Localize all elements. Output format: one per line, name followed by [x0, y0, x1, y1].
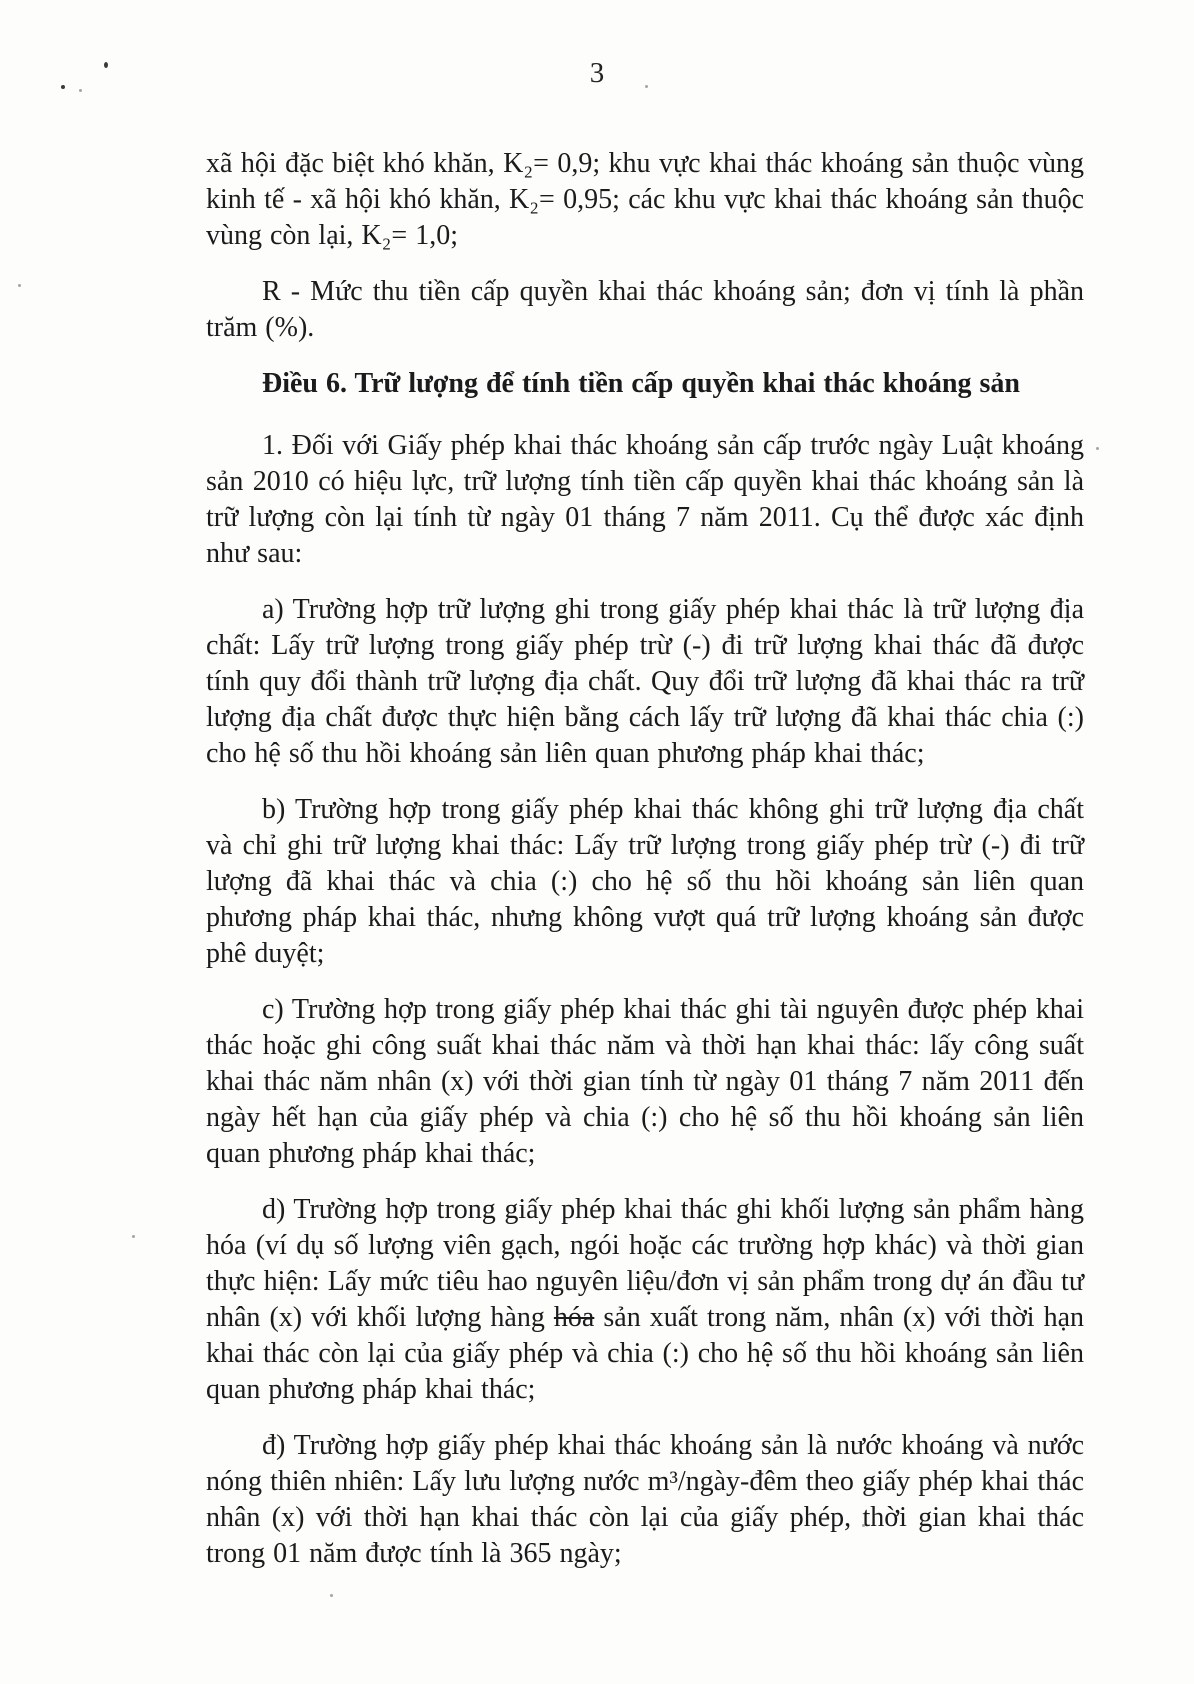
- scan-speck: [1096, 447, 1099, 450]
- scan-speck: [104, 62, 108, 68]
- scan-speck: [132, 1235, 135, 1238]
- paragraph-k2-coefficients: xã hội đặc biệt khó khăn, K₂= 0,9; khu vực khai thác khoáng sản thuộc vùng kinh tế - xã hội khó khăn, K₂= 0,95; các khu vực khai thác khoáng sản thuộc vùng còn lại, K₂= 1,0;: [206, 148, 1084, 251]
- paragraph-point-c: c) Trường hợp trong giấy phép khai thác ghi tài nguyên được phép khai thác hoặc ghi công suất khai thác năm và thời hạn khai thác: lấy công suất khai thác năm nhân (x) với thời gian tính từ ngày 01 tháng 7 năm 2011 đến ngày hết hạn của giấy phép và chia (:) cho hệ số thu hồi khoáng sản liên quan phương pháp khai thác;: [206, 994, 1084, 1169]
- paragraph-point-a: a) Trường hợp trữ lượng ghi trong giấy phép khai thác là trữ lượng địa chất: Lấy trữ lượng trong giấy phép trừ (-) đi trữ lượng khai thác đã được tính quy đổi thành trữ lượng địa chất. Quy đổi trữ lượng đã khai thác ra trữ lượng địa chất được thực hiện bằng cách lấy trữ lượng đã khai thác chia (:) cho hệ số thu hồi khoáng sản liên quan phương pháp khai thác;: [206, 594, 1084, 769]
- paragraph-point-d: d) Trường hợp trong giấy phép khai thác ghi khối lượng sản phẩm hàng hóa (ví dụ số lượng viên gạch, ngói hoặc các trường hợp khác) và thời gian thực hiện: Lấy mức tiêu hao nguyên liệu/đơn vị sản phẩm trong dự án đầu tư nhân (x) với khối lượng hàng hóa sản xuất trong năm, nhân (x) với thời hạn khai thác còn lại của giấy phép và chia (:) cho hệ số thu hồi khoáng sản liên quan phương pháp khai thác;: [206, 1194, 1085, 1405]
- paragraph-clause-1: 1. Đối với Giấy phép khai thác khoáng sản cấp trước ngày Luật khoáng sản 2010 có hiệu lực, trữ lượng tính tiền cấp quyền khai thác khoáng sản là trữ lượng còn lại tính từ ngày 01 tháng 7 năm 2011. Cụ thể được xác định như sau:: [206, 430, 1084, 569]
- paragraph-point-dd: đ) Trường hợp giấy phép khai thác khoáng sản là nước khoáng và nước nóng thiên nhiên: Lấy lưu lượng nước m³/ngày-đêm theo giấy phép khai thác nhân (x) với thời hạn khai thác còn lại của giấy phép, thời gian khai thác trong 01 năm được tính là 365 ngày;: [206, 1430, 1084, 1569]
- article-6-heading: Điều 6. Trữ lượng để tính tiền cấp quyền khai thác khoáng sản: [262, 368, 1020, 399]
- document-body: [206, 146, 1084, 1592]
- paragraph-point-b: b) Trường hợp trong giấy phép khai thác không ghi trữ lượng địa chất và chỉ ghi trữ lượng khai thác: Lấy trữ lượng trong giấy phép trừ (-) đi trữ lượng đã khai thác và chia (:) cho hệ số thu hồi khoáng sản liên quan phương pháp khai thác, nhưng không vượt quá trữ lượng khoáng sản được phê duyệt;: [206, 794, 1084, 969]
- page-number: 3: [589, 57, 605, 89]
- scan-speck: [330, 1594, 333, 1597]
- paragraph-r-definition: R - Mức thu tiền cấp quyền khai thác khoáng sản; đơn vị tính là phần trăm (%).: [206, 276, 1084, 343]
- scan-speck: [79, 89, 82, 92]
- scan-speck: [18, 284, 21, 287]
- scan-speck: [645, 85, 648, 88]
- scan-speck: [61, 85, 65, 89]
